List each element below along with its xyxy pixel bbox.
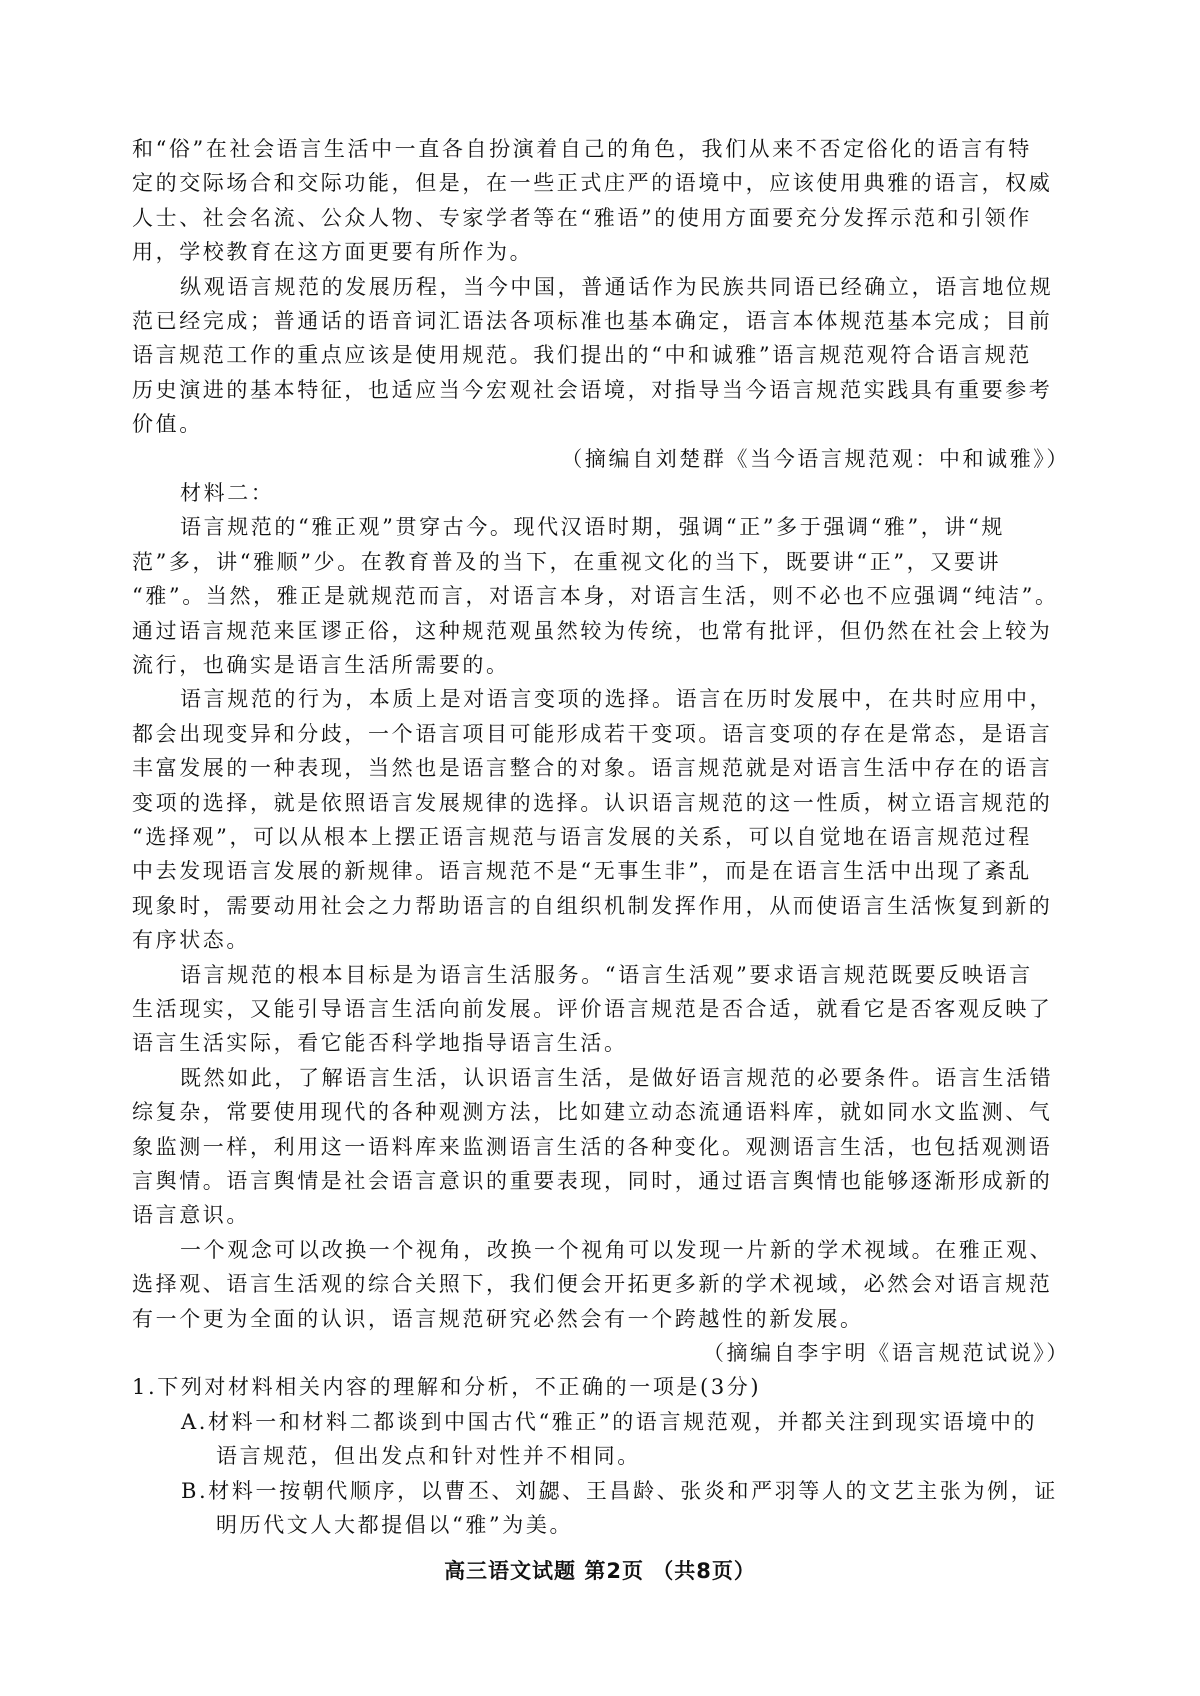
paragraph-line: “选择观”，可以从根本上摆正语言规范与语言发展的关系，可以自觉地在语言规范过程 xyxy=(132,825,1032,849)
paragraph-line: 历史演进的基本特征，也适应当今宏观社会语境，对指导当今语言规范实践具有重要参考 xyxy=(132,377,1053,402)
paragraph-line: 语言规范工作的重点应该是使用规范。我们提出的“中和诚雅”语言规范观符合语言规范 xyxy=(132,343,1032,368)
paragraph-line: 材料二： xyxy=(180,481,275,505)
paragraph-line: 流行，也确实是语言生活所需要的。 xyxy=(132,653,510,677)
paragraph-line: 言舆情。语言舆情是社会语言意识的重要表现，同时，通过语言舆情也能够逐渐形成新的 xyxy=(132,1169,1053,1193)
source-citation: （摘编自刘楚群《当今语言规范观：中和诚雅》） xyxy=(561,446,1070,471)
paragraph-line: “雅”。当然，雅正是就规范而言，对语言本身，对语言生活，则不必也不应强调“纯洁”。 xyxy=(132,584,1059,609)
page-footer: 高三语文试题 第2页 （共8页） xyxy=(444,1559,756,1583)
paragraph-line: 价值。 xyxy=(132,412,203,437)
paragraph-line: 一个观念可以改换一个视角，改换一个视角可以发现一片新的学术视域。在雅正观、 xyxy=(180,1237,1054,1262)
paragraph-line: 语言规范的“雅正观”贯穿古今。现代汉语时期，强调“正”多于强调“雅”，讲“规 xyxy=(180,515,1005,540)
answer-option-line: 语言规范，但出发点和针对性并不相同。 xyxy=(216,1444,641,1469)
text-line: 用，学校教育在这方面更要有所作为。 xyxy=(132,240,534,265)
paragraph-line: 都会出现变异和分歧，一个语言项目可能形成若干变项。语言变项的存在是常态，是语言 xyxy=(132,721,1053,746)
paragraph-line: 象监测一样，利用这一语料库来监测语言生活的各种变化。观测语言生活，也包括观测语 xyxy=(132,1134,1053,1159)
paragraph-line: 选择观、语言生活观的综合关照下，我们便会开拓更多新的学术视域，必然会对语言规范 xyxy=(132,1272,1053,1297)
paragraph-line: 语言意识。 xyxy=(132,1203,250,1228)
paragraph-line: 既然如此，了解语言生活，认识语言生活，是做好语言规范的必要条件。语言生活错 xyxy=(180,1065,1054,1090)
answer-option-line: 明历代文人大都提倡以“雅”为美。 xyxy=(216,1513,574,1537)
answer-option-line: B.材料一按朝代顺序，以曹丕、刘勰、王昌龄、张炎和严羽等人的文艺主张为例，证 xyxy=(181,1478,1058,1503)
paragraph-line: 中去发现语言发展的新规律。语言规范不是“无事生非”，而是在语言生活中出现了紊乱 xyxy=(132,859,1032,884)
answer-option-line: A.材料一和材料二都谈到中国古代“雅正”的语言规范观，并都关注到现实语境中的 xyxy=(181,1409,1038,1434)
paragraph-line: 纵观语言规范的发展历程，当今中国，普通话作为民族共同语已经确立，语言地位规 xyxy=(180,274,1054,299)
text-line: 人士、社会名流、公众人物、专家学者等在“雅语”的使用方面要充分发挥示范和引领作 xyxy=(132,205,1032,230)
paragraph-line: 范”多，讲“雅顺”少。在教育普及的当下，在重视文化的当下，既要讲“正”，又要讲 xyxy=(132,549,1002,574)
paragraph-line: 语言规范的根本目标是为语言生活服务。“语言生活观”要求语言规范既要反映语言 xyxy=(180,962,1033,987)
paragraph-line: 生活现实，又能引导语言生活向前发展。评价语言规范是否合适，就看它是否客观反映了 xyxy=(132,997,1053,1021)
paragraph-line: 语言规范的行为，本质上是对语言变项的选择。语言在历时发展中，在共时应用中， xyxy=(180,687,1054,712)
paragraph-line: 语言生活实际，看它能否科学地指导语言生活。 xyxy=(132,1031,628,1056)
paragraph-line: 现象时，需要动用社会之力帮助语言的自组织机制发挥作用，从而使语言生活恢复到新的 xyxy=(132,893,1053,918)
paragraph-line: 范已经完成；普通话的语音词汇语法各项标准也基本确定，语言本体规范基本完成；目前 xyxy=(132,309,1053,333)
source-citation: （摘编自李宇明《语言规范试说》） xyxy=(702,1341,1070,1365)
text-line: 和“俗”在社会语言生活中一直各自扮演着自己的角色，我们从来不否定俗化的语言有特 xyxy=(132,137,1032,161)
paragraph-line: 有一个更为全面的认识，语言规范研究必然会有一个跨越性的新发展。 xyxy=(132,1306,864,1331)
paragraph-line: 变项的选择，就是依照语言发展规律的选择。认识语言规范的这一性质，树立语言规范的 xyxy=(132,790,1053,815)
paragraph-line: 有序状态。 xyxy=(132,928,250,953)
paragraph-line: 通过语言规范来匡谬正俗，这种规范观虽然较为传统，也常有批评，但仍然在社会上较为 xyxy=(132,618,1053,643)
paragraph-line: 丰富发展的一种表现，当然也是语言整合的对象。语言规范就是对语言生活中存在的语言 xyxy=(132,756,1053,781)
paragraph-line: 综复杂，常要使用现代的各种观测方法，比如建立动态流通语料库，就如同水文监测、气 xyxy=(132,1100,1053,1125)
text-line: 定的交际场合和交际功能，但是，在一些正式庄严的语境中，应该使用典雅的语言，权威 xyxy=(132,171,1053,196)
question-stem: 1.下列对材料相关内容的理解和分析，不正确的一项是(3分) xyxy=(132,1375,762,1400)
